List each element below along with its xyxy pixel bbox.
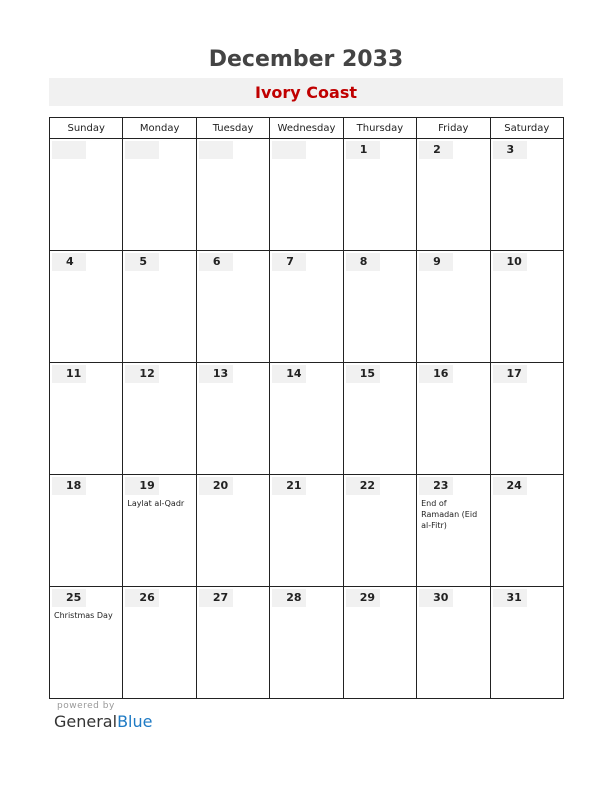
calendar-body [50, 139, 564, 699]
day-cell [270, 587, 343, 699]
day-number: 8 [346, 253, 380, 271]
weekday-wednesday: Wednesday [270, 118, 343, 139]
day-number: 20 [199, 477, 233, 495]
day-cell [417, 251, 490, 363]
day-cell [270, 139, 343, 251]
day-number [125, 141, 159, 159]
day-cell [270, 251, 343, 363]
day-cell [196, 139, 269, 251]
day-cell [123, 475, 196, 587]
day-number: 4 [52, 253, 86, 271]
day-number: 19 [125, 477, 159, 495]
week-row [50, 363, 564, 475]
day-number: 5 [125, 253, 159, 271]
day-cell [343, 139, 416, 251]
weekday-thursday: Thursday [343, 118, 416, 139]
day-number: 27 [199, 589, 233, 607]
day-cell [123, 587, 196, 699]
day-number: 1 [346, 141, 380, 159]
holiday-event: Christmas Day [54, 611, 113, 620]
day-number: 31 [493, 589, 527, 607]
brand-text-general: General [54, 712, 118, 731]
day-number: 7 [272, 253, 306, 271]
day-cell [196, 363, 269, 475]
weekday-header-row [50, 118, 564, 139]
day-cell [490, 587, 563, 699]
day-number [199, 141, 233, 159]
day-cell [270, 475, 343, 587]
brand-text-blue: Blue [117, 712, 153, 731]
day-cell [196, 587, 269, 699]
day-cell [123, 139, 196, 251]
day-cell [196, 251, 269, 363]
day-number: 10 [493, 253, 527, 271]
country-name: Ivory Coast [255, 83, 357, 102]
holiday-event: End of Ramadan (Eid al-Fitr) [421, 499, 478, 530]
weekday-sunday: Sunday [50, 118, 123, 139]
day-cell [50, 139, 123, 251]
day-number: 18 [52, 477, 86, 495]
day-cell [417, 139, 490, 251]
day-number: 23 [419, 477, 453, 495]
weekday-friday: Friday [417, 118, 490, 139]
day-cell [417, 363, 490, 475]
day-number: 16 [419, 365, 453, 383]
day-cell [343, 363, 416, 475]
day-number: 30 [419, 589, 453, 607]
weekday-monday: Monday [123, 118, 196, 139]
day-number: 12 [125, 365, 159, 383]
week-row [50, 139, 564, 251]
day-cell [490, 251, 563, 363]
day-cell [417, 587, 490, 699]
day-number: 3 [493, 141, 527, 159]
day-number: 21 [272, 477, 306, 495]
day-cell [343, 587, 416, 699]
country-banner [49, 78, 563, 106]
day-number [52, 141, 86, 159]
day-number: 29 [346, 589, 380, 607]
day-number: 13 [199, 365, 233, 383]
day-number: 25 [52, 589, 86, 607]
day-number: 24 [493, 477, 527, 495]
day-number: 22 [346, 477, 380, 495]
calendar-grid [49, 117, 564, 699]
day-cell [50, 251, 123, 363]
day-number: 11 [52, 365, 86, 383]
weekday-saturday: Saturday [490, 118, 563, 139]
day-cell [50, 475, 123, 587]
powered-by-label: powered by [57, 701, 115, 711]
day-number: 26 [125, 589, 159, 607]
day-number: 28 [272, 589, 306, 607]
day-cell [196, 475, 269, 587]
day-cell [270, 363, 343, 475]
day-cell [343, 251, 416, 363]
day-cell [343, 475, 416, 587]
day-number: 15 [346, 365, 380, 383]
holiday-event: Laylat al-Qadr [127, 499, 185, 508]
month-title: December 2033 [208, 47, 404, 72]
day-cell [123, 251, 196, 363]
day-number: 6 [199, 253, 233, 271]
day-number: 2 [419, 141, 453, 159]
week-row [50, 587, 564, 699]
day-cell [417, 475, 490, 587]
day-cell [490, 475, 563, 587]
brand-logo [54, 712, 152, 731]
week-row [50, 251, 564, 363]
day-number: 14 [272, 365, 306, 383]
day-cell [123, 363, 196, 475]
day-cell [50, 587, 123, 699]
day-cell [490, 363, 563, 475]
day-number: 17 [493, 365, 527, 383]
day-cell [490, 139, 563, 251]
week-row [50, 475, 564, 587]
day-cell [50, 363, 123, 475]
weekday-tuesday: Tuesday [196, 118, 269, 139]
day-number: 9 [419, 253, 453, 271]
day-number [272, 141, 306, 159]
